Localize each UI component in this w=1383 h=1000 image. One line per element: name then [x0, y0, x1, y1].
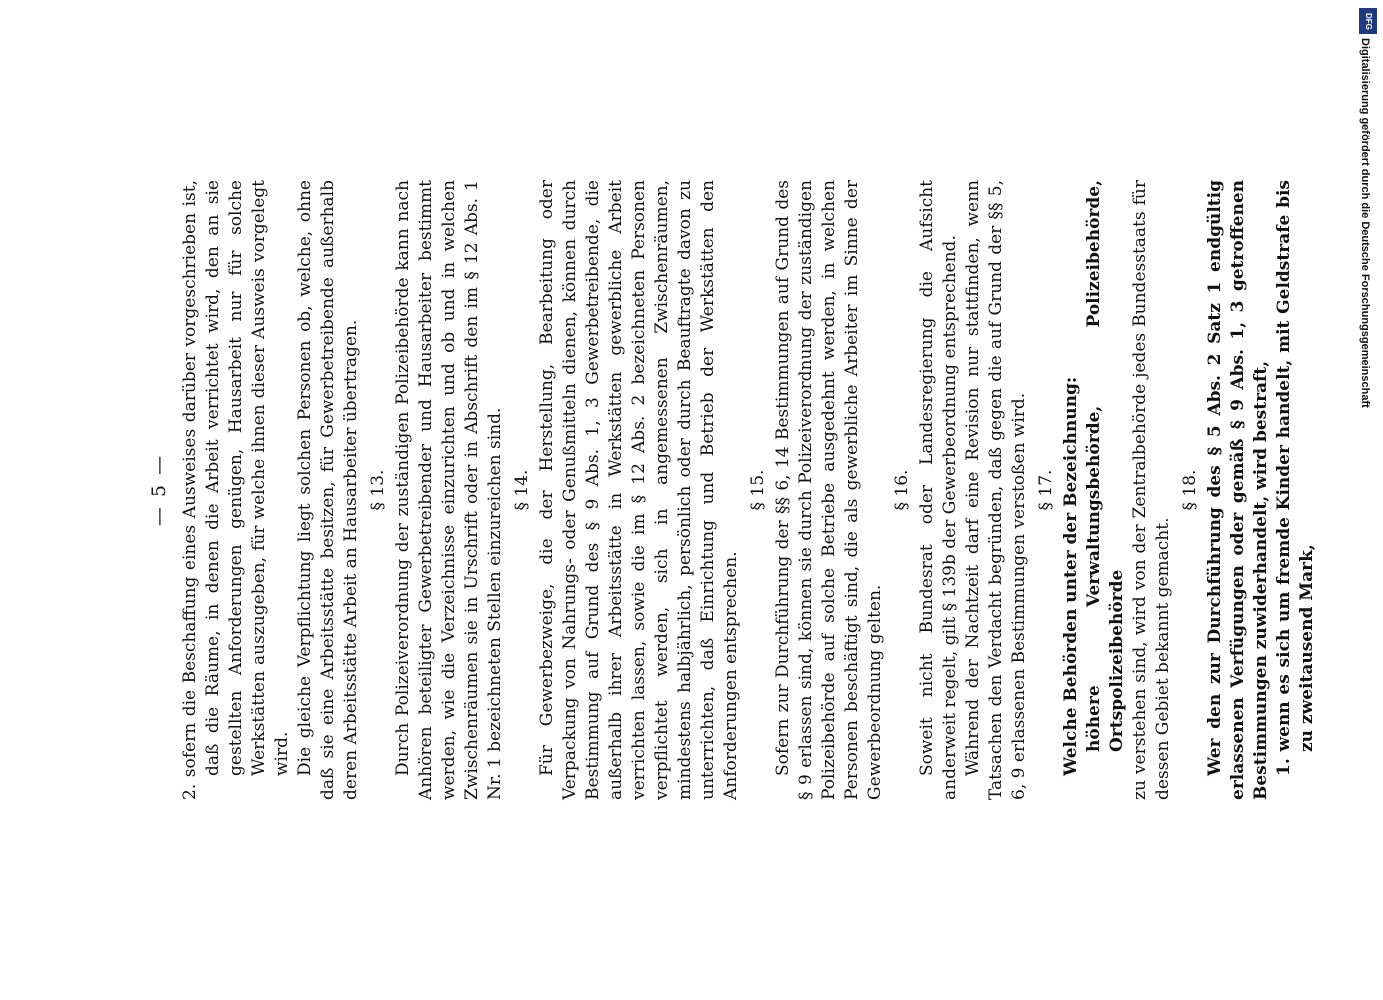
section-17-authorities: höhere Verwaltungsbehörde, Polizeibehörde, Ortspolizeibehörde [1084, 180, 1127, 752]
text-column [0, 180, 1319, 800]
section-13-title: § 13. [368, 469, 388, 511]
section-17-title: § 17. [1036, 469, 1056, 511]
section-16-text-2: Während der Nachtzeit darf eine Revision nur stattfinden, wenn Tatsachen den Verdacht begründen, daß gegen die auf Grund der §§ 5, 6, 9 erlassenen Bestimmungen verstoßen wird. [963, 180, 1029, 800]
paragraph-verpflichtung: Die gleiche Verpflichtung liegt solchen Personen ob, welche, ohne daß sie eine Arbeitsstätte besitzen, für Gewerbetreibende außerhalb deren Arbeitsstätte Arbeit an Hausarbeiter übertragen. [295, 180, 361, 800]
dfg-logo: DFG [1359, 8, 1377, 34]
section-18-item-1: 1. wenn es sich um fremde Kinder handelt, mit Geldstrafe bis zu zweitausend Mark, [1274, 180, 1317, 776]
section-14-text: Für Gewerbezweige, die der Herstellung, Bearbeitung oder Verpackung von Nahrungs- oder Genußmitteln dienen, können durch Bestimmung auf Grund des § 9 Abs. 1, 3 Gewerbetreibende, die außerhalb ihrer Arbeitsstätte in Werkstätten gewerbliche Arbeit verrichten lassen, sowie die im § 12 Abs. 2 bezeichneten Personen verpflichtet werden, sich in angemessenen Zwischenräumen, mindestens halbjährlich, persönlich oder durch Beauftragte davon zu unterrichten, daß Einrichtung und Betrieb der Werkstätten den Anforderungen entsprechen. [537, 180, 741, 800]
funding-footer [1359, 8, 1377, 408]
page-number: — 5 — [148, 453, 170, 527]
section-13-text: Durch Polizeiverordnung der zuständigen Polizeibehörde kann nach Anhören beteiligter Gewerbetreibender und Hausarbeiter bestimmt werden, wie die Verzeichnisse einzurichten und ob und in welchen Zwischenräumen sie in Urschrift oder in Abschrift den im § 12 Abs. 1 Nr. 1 bezeichneten Stellen einzureichen sind. [393, 180, 505, 800]
section-16-text-1: Soweit nicht Bundesrat oder Landesregierung die Aufsicht anderweit regelt, gilt § 139b der Gewerbeordnung entsprechend. [917, 180, 960, 800]
section-15-title: § 15. [748, 469, 768, 511]
section-15-text: Sofern zur Durchführung der §§ 6, 14 Bestimmungen auf Grund des § 9 erlassen sind, können sie durch Polizeiverordnung der zuständigen Polizeibehörde auf solche Betriebe ausgedehnt werden, in welchen Personen beschäftigt sind, die als gewerbliche Arbeiter im Sinne der Gewerbeordnung gelten. [773, 180, 885, 800]
section-14-title: § 14. [512, 469, 532, 511]
funding-note: Digitalisierung gefördert durch die Deutsche Forschungsgemeinschaft [1359, 38, 1371, 408]
section-18-title: § 18. [1180, 469, 1200, 511]
section-17-text: zu verstehen sind, wird von der Zentralbehörde jedes Bundesstaats für dessen Gebiet bekannt gemacht. [1130, 180, 1173, 800]
section-17-intro: Welche Behörden unter der Bezeichnung: [1061, 376, 1081, 776]
section-16-title: § 16. [892, 469, 912, 511]
list-item-2: 2. sofern die Beschaffung eines Ausweises darüber vorgeschrieben ist, daß die Räume, in denen die Arbeit verrichtet wird, den an sie gestellten Anforderungen genügen, Hausarbeit nur für solche Werkstätten auszugeben, für welche ihnen dieser Ausweis vorgelegt wird. [180, 180, 292, 800]
section-18-text: Wer den zur Durchführung des § 5 Abs. 2 Satz 1 endgültig erlassenen Verfügungen oder gemäß § 9 Abs. 1, 3 getroffenen Bestimmungen zuwiderhandelt, wird bestraft, [1205, 180, 1271, 800]
